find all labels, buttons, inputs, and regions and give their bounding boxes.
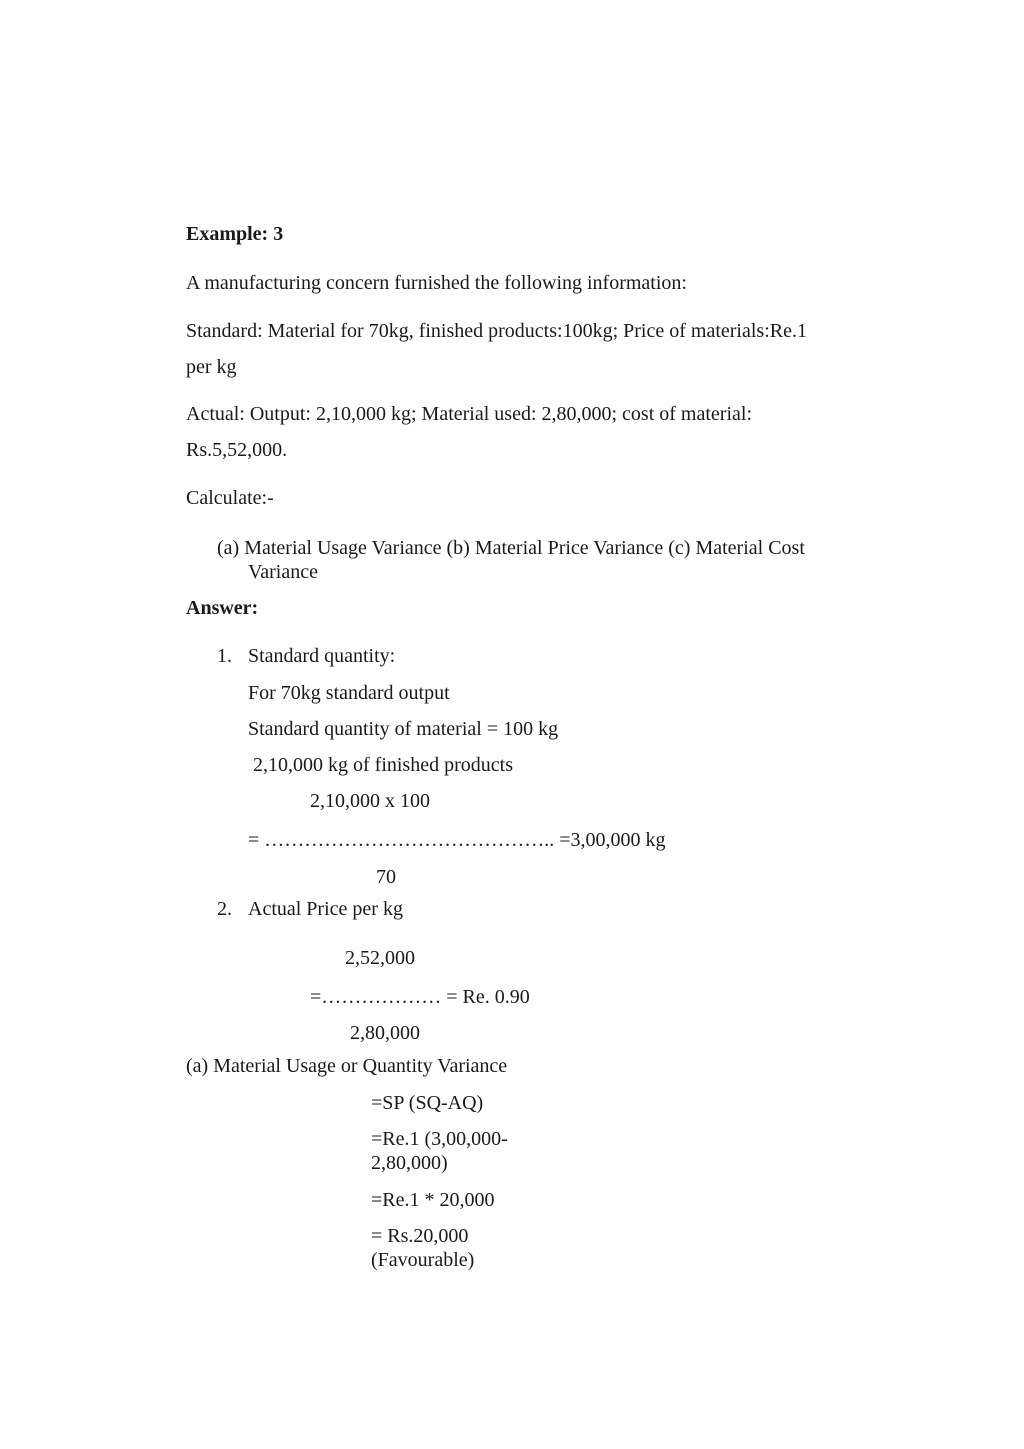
usage-variance-step-2-line-2: 2,80,000) (371, 1152, 448, 1174)
item-2-fraction-line: =……………… = Re. 0.90 (310, 986, 530, 1008)
item-1-denominator: 70 (376, 866, 396, 888)
actual-line-1: Actual: Output: 2,10,000 kg; Material used: 2,80,000; cost of material: (186, 403, 753, 425)
actual-line-2: Rs.5,52,000. (186, 439, 288, 461)
usage-variance-step-4-line-1: = Rs.20,000 (371, 1225, 469, 1247)
item-1-numerator: 2,10,000 x 100 (310, 790, 430, 812)
usage-variance-step-1: =SP (SQ-AQ) (371, 1092, 484, 1114)
example-heading: Example: 3 (186, 223, 284, 245)
item-1-number: 1. (217, 645, 232, 667)
usage-variance-step-3: =Re.1 * 20,000 (371, 1189, 495, 1211)
item-2-title: Actual Price per kg (248, 898, 403, 920)
usage-variance-heading: (a) Material Usage or Quantity Variance (186, 1055, 508, 1077)
task-line-1: (a) Material Usage Variance (b) Material Price Variance (c) Material Cost (217, 537, 805, 559)
standard-line-1: Standard: Material for 70kg, finished products:100kg; Price of materials:Re.1 (186, 320, 807, 342)
intro-text: A manufacturing concern furnished the following information: (186, 272, 687, 294)
item-1-line-3: 2,10,000 kg of finished products (253, 754, 513, 776)
item-1-line-1: For 70kg standard output (248, 682, 450, 704)
item-2-number: 2. (217, 898, 232, 920)
answer-heading: Answer: (186, 597, 259, 619)
calculate-label: Calculate:- (186, 487, 274, 509)
item-2-denominator: 2,80,000 (350, 1022, 420, 1044)
item-1-fraction-line: = …………………………………….. =3,00,000 kg (248, 829, 666, 851)
item-1-title: Standard quantity: (248, 645, 396, 667)
task-line-2: Variance (248, 561, 318, 583)
item-2-numerator: 2,52,000 (345, 947, 415, 969)
standard-line-2: per kg (186, 356, 237, 378)
usage-variance-step-4-line-2: (Favourable) (371, 1249, 475, 1271)
usage-variance-step-2-line-1: =Re.1 (3,00,000- (371, 1128, 508, 1150)
item-1-line-2: Standard quantity of material = 100 kg (248, 718, 559, 740)
